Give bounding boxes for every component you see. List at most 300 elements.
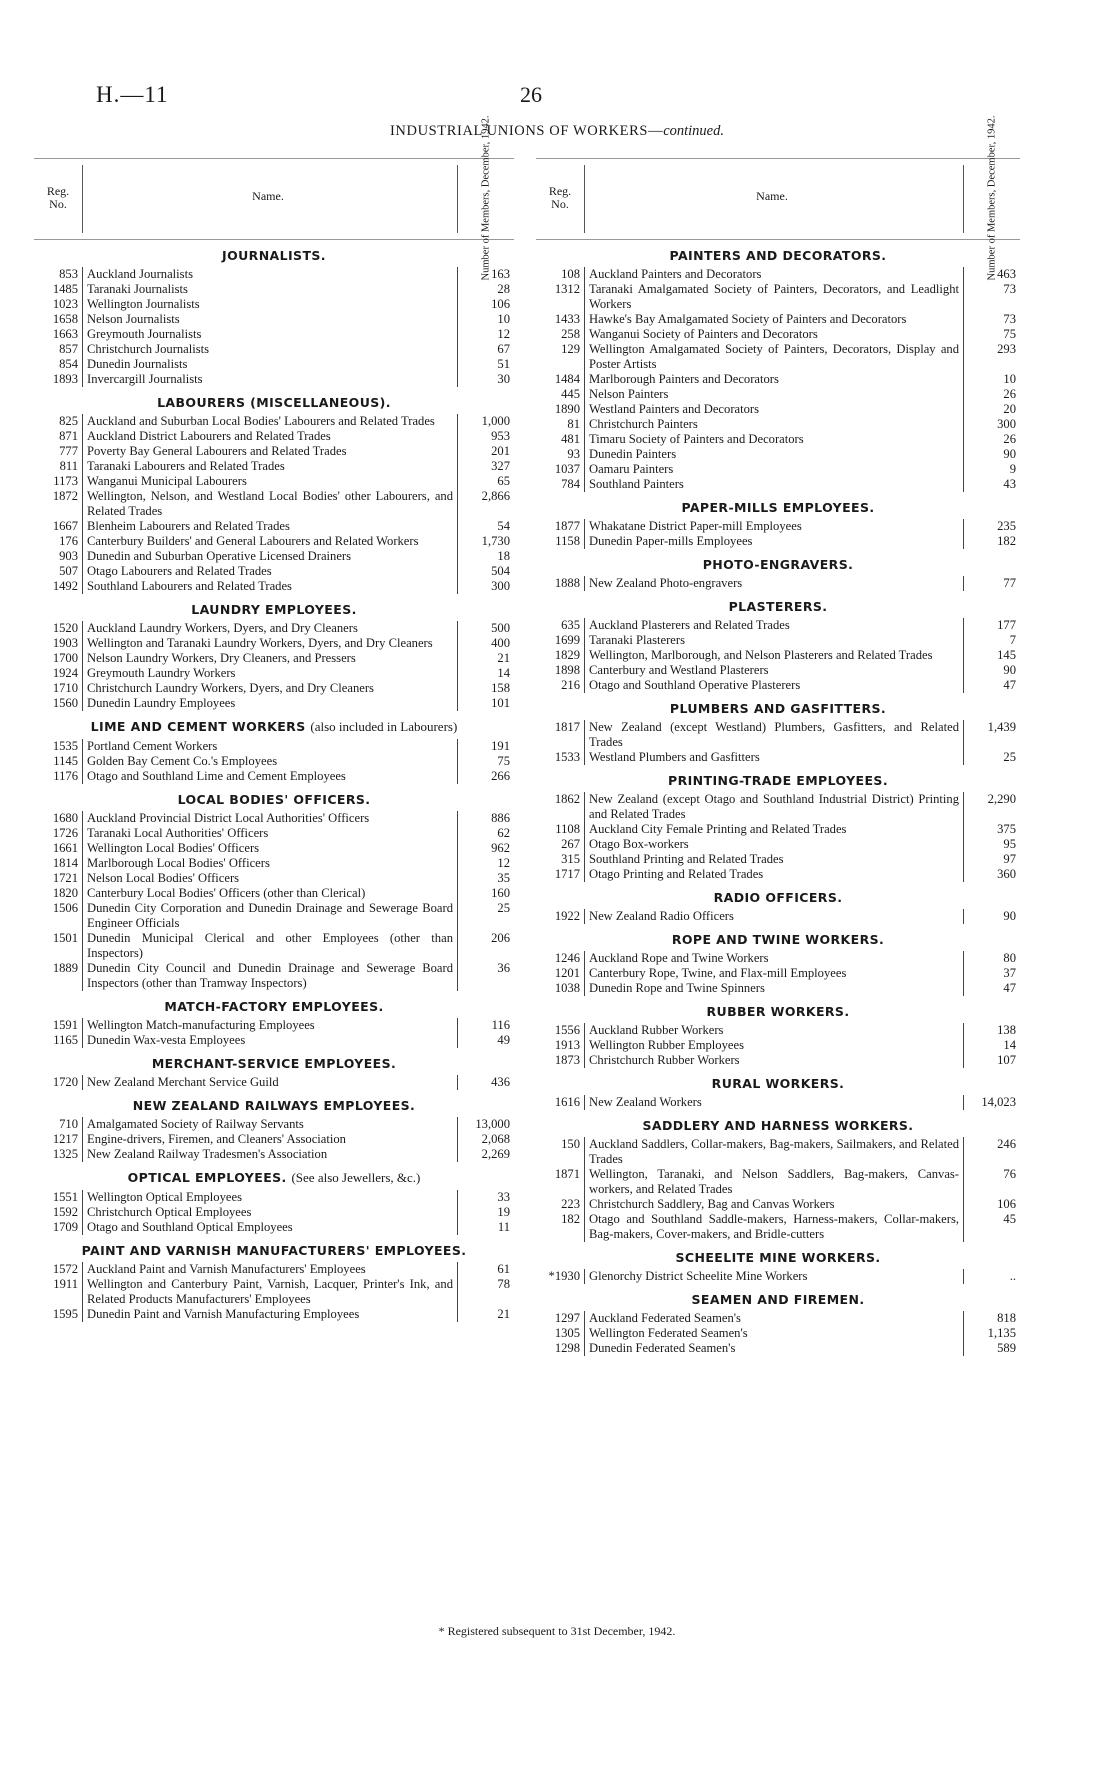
section xyxy=(536,240,1020,492)
table-row xyxy=(34,1132,514,1147)
member-count: 90 xyxy=(963,909,1020,924)
section-title xyxy=(34,784,514,811)
union-name: Auckland Painters and Decorators xyxy=(584,267,963,282)
member-count: 36 xyxy=(457,961,514,991)
union-name: Blenheim Labourers and Related Trades xyxy=(82,519,457,534)
section-title-text: ROPE AND TWINE WORKERS. xyxy=(671,932,885,947)
table-row xyxy=(536,1311,1020,1326)
section xyxy=(536,996,1020,1068)
section xyxy=(34,1048,514,1090)
reg-number: 777 xyxy=(59,444,78,458)
table-row xyxy=(536,417,1020,432)
union-name: New Zealand Photo-engravers xyxy=(584,576,963,591)
union-name: Marlborough Painters and Decorators xyxy=(584,372,963,387)
union-name: Wellington, Taranaki, and Nelson Saddlers, Bag-makers, Canvas-workers, and Related Trades xyxy=(584,1167,963,1197)
table-row xyxy=(536,447,1020,462)
table-row xyxy=(536,387,1020,402)
table-row xyxy=(34,1033,514,1048)
table-row xyxy=(536,342,1020,372)
member-count: 375 xyxy=(963,822,1020,837)
table-row xyxy=(536,648,1020,663)
section-title-text: LIME AND CEMENT WORKERS xyxy=(90,719,306,734)
table-row xyxy=(536,519,1020,534)
section-title-text: LABOURERS (MISCELLANEOUS). xyxy=(157,395,391,410)
table-row xyxy=(34,327,514,342)
reg-number: 784 xyxy=(561,477,580,491)
table-row xyxy=(536,750,1020,765)
section-title xyxy=(536,996,1020,1023)
member-count: 116 xyxy=(457,1018,514,1033)
member-count: 293 xyxy=(963,342,1020,372)
union-name: New Zealand Railway Tradesmen's Association xyxy=(82,1147,457,1162)
union-name: Whakatane District Paper-mill Employees xyxy=(584,519,963,534)
member-count: 26 xyxy=(963,432,1020,447)
table-row xyxy=(536,1341,1020,1356)
page-ref: H.—11 xyxy=(96,82,169,107)
section-title xyxy=(536,1242,1020,1269)
footnote: * Registered subsequent to 31st December, 1942. xyxy=(438,1624,676,1638)
union-name: Wellington and Canterbury Paint, Varnish, Lacquer, Printer's Ink, and Related Products Manufacturers' Employees xyxy=(82,1277,457,1307)
section xyxy=(536,549,1020,591)
member-count: 18 xyxy=(457,549,514,564)
union-name: Glenorchy District Scheelite Mine Workers xyxy=(584,1269,963,1284)
reg-number: 1246 xyxy=(554,951,580,965)
member-count: 953 xyxy=(457,429,514,444)
member-count: 75 xyxy=(457,754,514,769)
table-row xyxy=(34,1147,514,1162)
section-title-text: PLASTERERS. xyxy=(728,599,828,614)
reg-number: 1595 xyxy=(52,1307,78,1321)
table-row xyxy=(34,666,514,681)
section xyxy=(536,1110,1020,1242)
table-row xyxy=(34,357,514,372)
member-count: 182 xyxy=(963,534,1020,549)
table-row xyxy=(536,837,1020,852)
section-title xyxy=(536,1284,1020,1311)
section-title xyxy=(536,240,1020,267)
union-name: Christchurch Saddlery, Bag and Canvas Workers xyxy=(584,1197,963,1212)
table-row xyxy=(34,474,514,489)
reg-number: 1176 xyxy=(53,769,78,783)
reg-number: 1889 xyxy=(52,961,78,975)
section-title-text: PHOTO-ENGRAVERS. xyxy=(702,557,854,572)
table-row xyxy=(34,297,514,312)
reg-number: 1325 xyxy=(52,1147,78,1161)
union-name: Wellington Optical Employees xyxy=(82,1190,457,1205)
union-name: Wanganui Municipal Labourers xyxy=(82,474,457,489)
members-label: Number of Members, December, 1942. xyxy=(480,115,492,281)
divider xyxy=(457,165,458,233)
member-count: 10 xyxy=(457,312,514,327)
union-name: Otago Printing and Related Trades xyxy=(584,867,963,882)
table-row xyxy=(34,754,514,769)
table-row xyxy=(34,282,514,297)
table-row xyxy=(536,282,1020,312)
union-name: Dunedin Paint and Varnish Manufacturing Employees xyxy=(82,1307,457,1322)
reg-number: 1658 xyxy=(52,312,78,326)
section xyxy=(536,591,1020,693)
reg-number: 1700 xyxy=(52,651,78,665)
member-count: 160 xyxy=(457,886,514,901)
table-row xyxy=(34,342,514,357)
member-count: 77 xyxy=(963,576,1020,591)
member-count: 436 xyxy=(457,1075,514,1090)
table-row xyxy=(34,886,514,901)
section-note: (See also Jewellers, &c.) xyxy=(291,1170,421,1185)
table-row xyxy=(536,1167,1020,1197)
member-count: 589 xyxy=(963,1341,1020,1356)
reg-number: 481 xyxy=(561,432,580,446)
union-name: Otago and Southland Operative Plasterers xyxy=(584,678,963,693)
table-row xyxy=(34,444,514,459)
table-row xyxy=(536,372,1020,387)
union-name: Auckland Paint and Varnish Manufacturers' Employees xyxy=(82,1262,457,1277)
reg-number: 507 xyxy=(59,564,78,578)
reg-number: 1877 xyxy=(554,519,580,533)
reg-number: 1297 xyxy=(554,1311,580,1325)
table-row xyxy=(536,1053,1020,1068)
section xyxy=(536,693,1020,765)
member-count: 73 xyxy=(963,312,1020,327)
union-name: Auckland City Female Printing and Related Trades xyxy=(584,822,963,837)
section-note: (also included in Labourers) xyxy=(310,719,458,734)
union-name: Canterbury Rope, Twine, and Flax-mill Employees xyxy=(584,966,963,981)
member-count: 35 xyxy=(457,871,514,886)
union-name: Wellington Rubber Employees xyxy=(584,1038,963,1053)
section-title xyxy=(536,882,1020,909)
member-count: 28 xyxy=(457,282,514,297)
table-row xyxy=(34,1262,514,1277)
reg-number: 1108 xyxy=(555,822,580,836)
union-name: Nelson Painters xyxy=(584,387,963,402)
reg-number: 1922 xyxy=(554,909,580,923)
reg-number: 825 xyxy=(59,414,78,428)
member-count: 7 xyxy=(963,633,1020,648)
union-name: Auckland Provincial District Local Authorities' Officers xyxy=(82,811,457,826)
table-row xyxy=(536,327,1020,342)
reg-number: 1201 xyxy=(554,966,580,980)
section xyxy=(34,594,514,711)
union-name: New Zealand Radio Officers xyxy=(584,909,963,924)
union-name: Auckland Plasterers and Related Trades xyxy=(584,618,963,633)
right-sections xyxy=(536,240,1020,1356)
member-count: 13,000 xyxy=(457,1117,514,1132)
member-count: 1,439 xyxy=(963,720,1020,750)
member-count: 1,730 xyxy=(457,534,514,549)
member-count: 20 xyxy=(963,402,1020,417)
member-count: 191 xyxy=(457,739,514,754)
member-count: 235 xyxy=(963,519,1020,534)
reg-number: 445 xyxy=(561,387,580,401)
member-count: 101 xyxy=(457,696,514,711)
union-name: Poverty Bay General Labourers and Related Trades xyxy=(82,444,457,459)
reg-number: 150 xyxy=(561,1137,580,1151)
member-count: 327 xyxy=(457,459,514,474)
union-name: Timaru Society of Painters and Decorators xyxy=(584,432,963,447)
union-name: Dunedin Painters xyxy=(584,447,963,462)
section-title xyxy=(536,492,1020,519)
union-name: Auckland Rubber Workers xyxy=(584,1023,963,1038)
member-count: 138 xyxy=(963,1023,1020,1038)
table-row xyxy=(34,1190,514,1205)
member-count: 90 xyxy=(963,663,1020,678)
reg-number: 1661 xyxy=(52,841,78,855)
table-row xyxy=(536,678,1020,693)
member-count: 37 xyxy=(963,966,1020,981)
section-title-text: NEW ZEALAND RAILWAYS EMPLOYEES. xyxy=(132,1098,416,1113)
union-name: Dunedin Wax-vesta Employees xyxy=(82,1033,457,1048)
reg-number: 1591 xyxy=(52,1018,78,1032)
table-row xyxy=(536,663,1020,678)
member-count: 78 xyxy=(457,1277,514,1307)
title-text: INDUSTRIAL UNIONS OF WORKERS— xyxy=(390,123,664,139)
member-count: 47 xyxy=(963,678,1020,693)
member-count: 2,269 xyxy=(457,1147,514,1162)
table-row xyxy=(34,636,514,651)
reg-number: 1173 xyxy=(53,474,78,488)
union-name: New Zealand Merchant Service Guild xyxy=(82,1075,457,1090)
member-count: 21 xyxy=(457,1307,514,1322)
union-name: Otago and Southland Optical Employees xyxy=(82,1220,457,1235)
member-count: 886 xyxy=(457,811,514,826)
union-name: Greymouth Laundry Workers xyxy=(82,666,457,681)
member-count: 500 xyxy=(457,621,514,636)
member-count: 400 xyxy=(457,636,514,651)
union-name: Canterbury Builders' and General Labourers and Related Workers xyxy=(82,534,457,549)
reg-number: 1903 xyxy=(52,636,78,650)
union-name: Southland Painters xyxy=(584,477,963,492)
reg-number: 81 xyxy=(567,417,580,431)
reg-number: 1551 xyxy=(52,1190,78,1204)
table-row xyxy=(34,769,514,784)
section xyxy=(536,1068,1020,1110)
member-count: 25 xyxy=(963,750,1020,765)
union-name: Wellington Local Bodies' Officers xyxy=(82,841,457,856)
member-count: 67 xyxy=(457,342,514,357)
title-continued: continued. xyxy=(663,123,724,139)
section-title xyxy=(34,1048,514,1075)
union-name: New Zealand Workers xyxy=(584,1095,963,1110)
no-label: No. xyxy=(49,197,67,211)
members-label: Number of Members, December, 1942. xyxy=(986,115,998,281)
reg-number: 1305 xyxy=(554,1326,580,1340)
member-count: 2,866 xyxy=(457,489,514,519)
table-row xyxy=(34,429,514,444)
table-row xyxy=(34,931,514,961)
table-row xyxy=(34,811,514,826)
member-count: 163 xyxy=(457,267,514,282)
reg-number: 811 xyxy=(59,459,78,473)
table-row xyxy=(34,621,514,636)
union-name: Taranaki Journalists xyxy=(82,282,457,297)
member-count: 106 xyxy=(457,297,514,312)
union-name: Dunedin Laundry Employees xyxy=(82,696,457,711)
section-title-text: RADIO OFFICERS. xyxy=(713,890,843,905)
section xyxy=(536,765,1020,882)
reg-no-header xyxy=(38,185,78,211)
reg-number: 223 xyxy=(561,1197,580,1211)
member-count: 360 xyxy=(963,867,1020,882)
union-name: Christchurch Painters xyxy=(584,417,963,432)
union-name: Canterbury and Westland Plasterers xyxy=(584,663,963,678)
reg-number: 1484 xyxy=(554,372,580,386)
section xyxy=(536,882,1020,924)
member-count: 45 xyxy=(963,1212,1020,1242)
reg-number: 635 xyxy=(561,618,580,632)
reg-label: Reg. xyxy=(46,184,70,198)
table-row xyxy=(34,651,514,666)
section-title-text: MERCHANT-SERVICE EMPLOYEES. xyxy=(151,1056,397,1071)
union-name: Amalgamated Society of Railway Servants xyxy=(82,1117,457,1132)
union-name: Invercargill Journalists xyxy=(82,372,457,387)
member-count: 21 xyxy=(457,651,514,666)
table-row xyxy=(536,402,1020,417)
section xyxy=(34,1235,514,1322)
reg-number: 1911 xyxy=(53,1277,78,1291)
section xyxy=(536,1242,1020,1284)
member-count: 47 xyxy=(963,981,1020,996)
reg-number: 710 xyxy=(59,1117,78,1131)
reg-number: 1872 xyxy=(52,489,78,503)
member-count: 962 xyxy=(457,841,514,856)
table-row xyxy=(536,462,1020,477)
reg-number: 1520 xyxy=(52,621,78,635)
table-row xyxy=(34,1018,514,1033)
member-count: 62 xyxy=(457,826,514,841)
reg-number: 1556 xyxy=(554,1023,580,1037)
page-number: 26 xyxy=(520,82,542,107)
union-name: Auckland District Labourers and Related Trades xyxy=(82,429,457,444)
member-count: 49 xyxy=(457,1033,514,1048)
table-row xyxy=(536,633,1020,648)
union-name: Christchurch Laundry Workers, Dyers, and Dry Cleaners xyxy=(82,681,457,696)
table-row xyxy=(536,477,1020,492)
reg-number: 1710 xyxy=(52,681,78,695)
union-name: Taranaki Local Authorities' Officers xyxy=(82,826,457,841)
reg-number: 1158 xyxy=(555,534,580,548)
table-row xyxy=(34,871,514,886)
section-title xyxy=(34,240,514,267)
reg-number: 1492 xyxy=(52,579,78,593)
section-title-text: RUBBER WORKERS. xyxy=(706,1004,850,1019)
member-count: .. xyxy=(963,1269,1020,1284)
reg-number: *1930 xyxy=(548,1269,580,1283)
member-count: 158 xyxy=(457,681,514,696)
union-name: Engine-drivers, Firemen, and Cleaners' Association xyxy=(82,1132,457,1147)
reg-number: 1820 xyxy=(52,886,78,900)
union-name: Oamaru Painters xyxy=(584,462,963,477)
table-row xyxy=(536,1038,1020,1053)
union-name: Auckland and Suburban Local Bodies' Labourers and Related Trades xyxy=(82,414,457,429)
section-title-text: PAPER-MILLS EMPLOYEES. xyxy=(681,500,875,515)
member-count: 11 xyxy=(457,1220,514,1235)
member-count: 14 xyxy=(963,1038,1020,1053)
member-count: 463 xyxy=(963,267,1020,282)
section-title xyxy=(34,991,514,1018)
union-name: Dunedin City Corporation and Dunedin Drainage and Sewerage Board Engineer Officials xyxy=(82,901,457,931)
reg-number: 1898 xyxy=(554,663,580,677)
union-name: Christchurch Optical Employees xyxy=(82,1205,457,1220)
section-title xyxy=(536,1068,1020,1095)
reg-number: 853 xyxy=(59,267,78,281)
reg-number: 1592 xyxy=(52,1205,78,1219)
section-title xyxy=(34,1235,514,1262)
reg-number: 1667 xyxy=(52,519,78,533)
table-row xyxy=(536,267,1020,282)
section xyxy=(34,387,514,594)
table-row xyxy=(34,564,514,579)
table-row xyxy=(536,720,1020,750)
table-row xyxy=(536,867,1020,882)
member-count: 266 xyxy=(457,769,514,784)
member-count: 1,135 xyxy=(963,1326,1020,1341)
table-row xyxy=(536,1212,1020,1242)
reg-number: 1038 xyxy=(554,981,580,995)
section-title-text: JOURNALISTS. xyxy=(222,248,326,263)
union-name: Otago and Southland Saddle-makers, Harness-makers, Collar-makers, Bag-makers, Cover-makers, and Bridle-cutters xyxy=(584,1212,963,1242)
reg-number: 1533 xyxy=(554,750,580,764)
member-count: 61 xyxy=(457,1262,514,1277)
reg-number: 1717 xyxy=(554,867,580,881)
union-name: Marlborough Local Bodies' Officers xyxy=(82,856,457,871)
reg-number: 1501 xyxy=(52,931,78,945)
union-name: Otago and Southland Lime and Cement Employees xyxy=(82,769,457,784)
table-row xyxy=(34,459,514,474)
section xyxy=(34,991,514,1048)
section-title-text: SCHEELITE MINE WORKERS. xyxy=(675,1250,881,1265)
table-row xyxy=(34,267,514,282)
section xyxy=(536,1284,1020,1356)
member-count: 95 xyxy=(963,837,1020,852)
table-row xyxy=(536,1023,1020,1038)
member-count: 75 xyxy=(963,327,1020,342)
reg-number: 267 xyxy=(561,837,580,851)
union-name: Greymouth Journalists xyxy=(82,327,457,342)
member-count: 1,000 xyxy=(457,414,514,429)
member-count: 300 xyxy=(457,579,514,594)
union-name: Westland Plumbers and Gasfitters xyxy=(584,750,963,765)
reg-number: 1572 xyxy=(52,1262,78,1276)
reg-number: 1560 xyxy=(52,696,78,710)
table-row xyxy=(34,1205,514,1220)
table-row xyxy=(536,951,1020,966)
reg-number: 93 xyxy=(567,447,580,461)
union-name: Dunedin Municipal Clerical and other Employees (other than Inspectors) xyxy=(82,931,457,961)
table-row xyxy=(34,826,514,841)
divider xyxy=(963,165,964,233)
union-name: Auckland Saddlers, Collar-makers, Bag-makers, Sailmakers, and Related Trades xyxy=(584,1137,963,1167)
reg-number: 1298 xyxy=(554,1341,580,1355)
left-column xyxy=(34,115,514,1322)
reg-number: 1829 xyxy=(554,648,580,662)
union-name: Wellington and Taranaki Laundry Workers, Dyers, and Dry Cleaners xyxy=(82,636,457,651)
section-title xyxy=(536,693,1020,720)
section xyxy=(34,1090,514,1162)
table-row xyxy=(536,618,1020,633)
reg-number: 1873 xyxy=(554,1053,580,1067)
table-row xyxy=(34,549,514,564)
table-row xyxy=(536,1197,1020,1212)
reg-number: 1862 xyxy=(554,792,580,806)
table-row xyxy=(536,432,1020,447)
reg-number: 1814 xyxy=(52,856,78,870)
section-title-text: SEAMEN AND FIREMEN. xyxy=(691,1292,865,1307)
reg-number: 903 xyxy=(59,549,78,563)
member-count: 10 xyxy=(963,372,1020,387)
member-count: 177 xyxy=(963,618,1020,633)
union-name: Christchurch Journalists xyxy=(82,342,457,357)
union-name: Dunedin and Suburban Operative Licensed Drainers xyxy=(82,549,457,564)
